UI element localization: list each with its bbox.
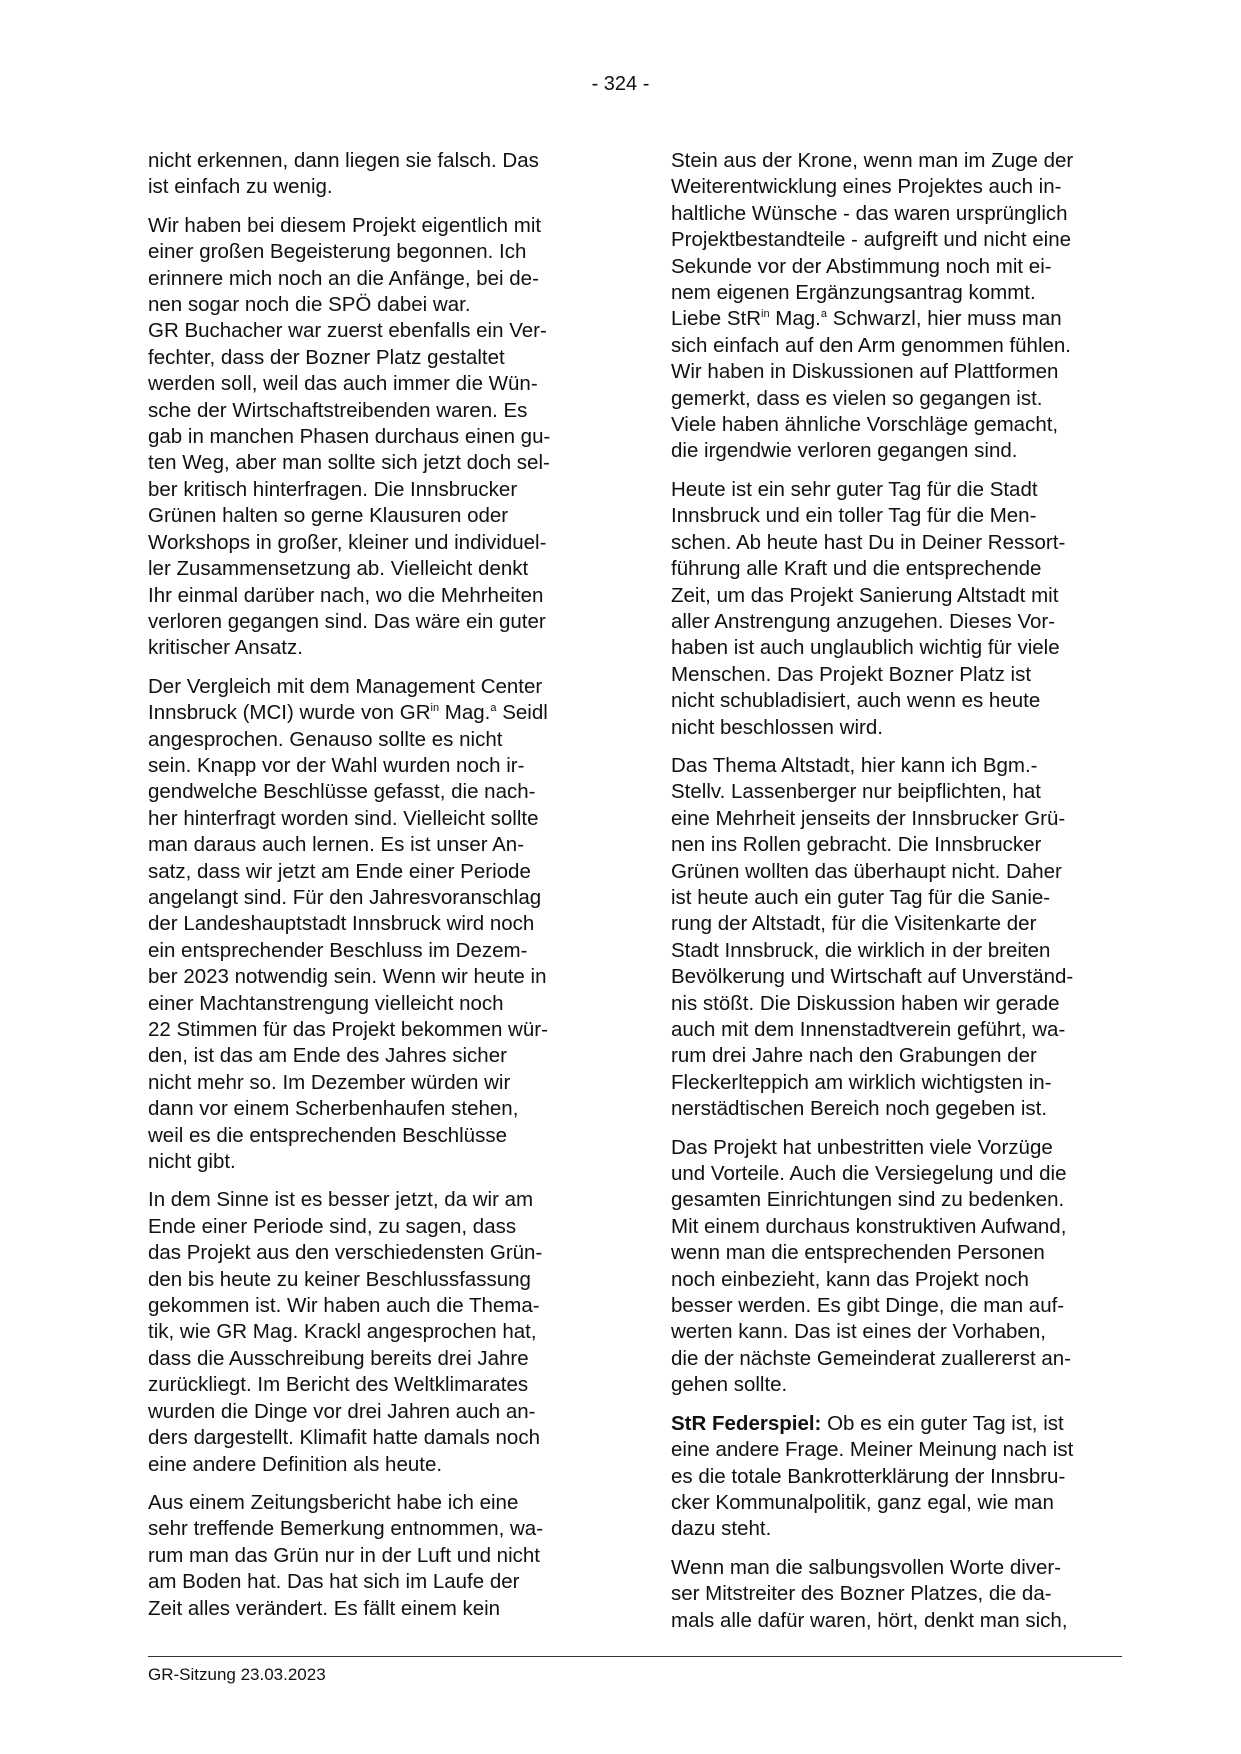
page-number: - 324 - — [591, 73, 650, 95]
text-span: Mag. — [439, 701, 491, 725]
speaker-name: StR Federspiel: — [671, 1411, 822, 1435]
paragraph-mci — [148, 674, 588, 1176]
text-span: Mag. — [769, 307, 821, 331]
superscript: in — [761, 308, 770, 321]
paragraph: Das Projekt hat unbestritten viele Vorzüge und Vorteile. Auch die Versiegelung und die gesamten Einrichtungen sind zu bedenken. Mit einem durchaus konstruktiven Aufwand, wenn man die entsprechenden Personen noch einbezieht, kann das Projekt noch besser werden. Es gibt Dinge, die man auf- werten kann. Das ist eines der Vorhaben, die der nächste Gemeinderat zuallererst an- gehen sollte. — [671, 1135, 1071, 1397]
left-column — [148, 148, 588, 1634]
text-span: Der Vergleich mit dem Management Center Innsbruck (MCI) wurde von GR — [148, 674, 543, 725]
text-span: Seidl angesprochen. Genauso sollte es nicht sein. Knapp vor der Wahl wurden noch ir- gendwelche Beschlüsse gefasst, die nach- her hinterfragt worden sind. Vielleicht sollte man daraus auch lernen. Es ist unser An- satz, dass wir jetzt am Ende einer Periode angelangt sind. Für den Jahresvoranschlag der Landeshauptstadt Innsbruck wird noch ein entsprechender Beschluss im Dezem- ber 2023 notwendig sein. Wenn wir heute in einer Machtanstrengung vielleicht noch 22 Stimmen für das Projekt bekommen wür- den, ist das am Ende des Jahres sicher nicht mehr so. Im Dezember würden wir dann vor einem Scherbenhaufen stehen, weil es die entsprechenden Beschlüsse nicht gibt. — [148, 701, 548, 1174]
paragraph: In dem Sinne ist es besser jetzt, da wir am Ende einer Periode sind, zu sagen, dass das Projekt aus den verschiedensten Grün- den bis heute zu keiner Beschlussfassung gekommen ist. Wir haben auch die Thema- tik, wie GR Mag. Krackl angesprochen hat, dass die Ausschreibung bereits drei Jahre zurückliegt. Im Bericht des Weltklimarates wurden die Dinge vor drei Jahren auch an- ders dargestellt. Klimafit hatte damals noch eine andere Definition als heute. — [148, 1188, 543, 1476]
superscript: in — [430, 702, 440, 715]
paragraph: Das Thema Altstadt, hier kann ich Bgm.- Stellv. Lassenberger nur beipflichten, hat eine Mehrheit jenseits der Innsbrucker Grü- nen ins Rollen gebracht. Die Innsbrucker Grünen wollten das überhaupt nicht. Daher ist heute auch ein guter Tag für die Sanie- rung der Altstadt, für die Visitenkarte der Stadt Innsbruck, die wirklich in der breiten Bevölkerung und Wirtschaft auf Unverständ- nis stößt. Die Diskussion haben wir gerade auch mit dem Innenstadtverein geführt, wa- rum drei Jahre nach den Grabungen der Fleckerlteppich am wirklich wichtigsten in- nerstädtischen Bereich noch gegeben ist. — [671, 753, 1074, 1121]
paragraph: Aus einem Zeitungsbericht habe ich eine sehr treffende Bemerkung entnommen, wa- rum man das Grün nur in der Luft und nicht am Boden hat. Das hat sich im Laufe der Zeit alles verändert. Es fällt einem kein — [148, 1490, 544, 1620]
footer-text: GR-Sitzung 23.03.2023 — [148, 1665, 326, 1684]
paragraph: Wenn man die salbungsvollen Worte diver- ser Mitstreiter des Bozner Platzes, die da- mals alle dafür waren, hört, denkt man sich, — [671, 1555, 1068, 1632]
paragraph: nicht erkennen, dann liegen sie falsch. Das ist einfach zu wenig. — [148, 149, 539, 199]
superscript: a — [490, 702, 497, 715]
paragraph: Heute ist ein sehr guter Tag für die Stadt Innsbruck und ein toller Tag für die Men- schen. Ab heute hast Du in Deiner Ressort- führung alle Kraft und die entsprechende Zeit, um das Projekt Sanierung Altstadt mit aller Anstrengung anzugehen. Dieses Vor- haben ist auch unglaublich wichtig für viele Menschen. Das Projekt Bozner Platz ist nicht schubladisiert, auch wenn es heute nicht beschlossen wird. — [671, 477, 1066, 739]
superscript: a — [820, 308, 827, 321]
text-span: Schwarzl, hier muss man sich einfach auf den Arm genommen fühlen. Wir haben in Diskussionen auf Plattformen gemerkt, dass es vielen so gegangen ist. Viele haben ähnliche Vorschläge gemacht, die irgendwie verloren gegangen sind. — [671, 307, 1071, 463]
right-column — [671, 148, 1111, 1646]
speaker-text: Ob es ein guter Tag ist, ist eine andere Frage. Meiner Meinung nach ist es die totale Bankrotterklärung der Innsbru- cker Kommunalpolitik, ganz egal, wie man dazu steht. — [671, 1411, 1074, 1541]
paragraph: Wir haben bei diesem Projekt eigentlich mit einer großen Begeisterung begonnen. Ich erinnere mich noch an die Anfänge, bei de- nen sogar noch die SPÖ dabei war. GR Buchacher war zuerst ebenfalls ein Ver- fechter, dass der Bozner Platz gestaltet werden soll, weil das auch immer die Wün- sche der Wirtschaftstreibenden waren. Es gab in manchen Phasen durchaus einen gu- ten Weg, aber man sollte sich jetzt doch sel- ber kritisch hinterfragen. Die Innsbrucker Grünen halten so gerne Klausuren oder Workshops in großer, kleiner und individuel- ler Zusammensetzung ab. Vielleicht denkt Ihr einmal darüber nach, wo die Mehrheiten verloren gegangen sind. Das wäre ein guter kritischer Ansatz. — [148, 213, 551, 660]
speaker-paragraph — [671, 1411, 1111, 1543]
footer-divider — [148, 1656, 1122, 1657]
text-span: Stein aus der Krone, wenn man im Zuge der Weiterentwicklung eines Projektes auch in- haltliche Wünsche - das waren ursprünglich Projektbestandteile - aufgreift und nicht eine Sekunde vor der Abstimmung noch mit ei- nem eigenen Ergänzungsantrag kommt. Liebe StR — [671, 149, 1074, 331]
paragraph — [671, 148, 1111, 465]
